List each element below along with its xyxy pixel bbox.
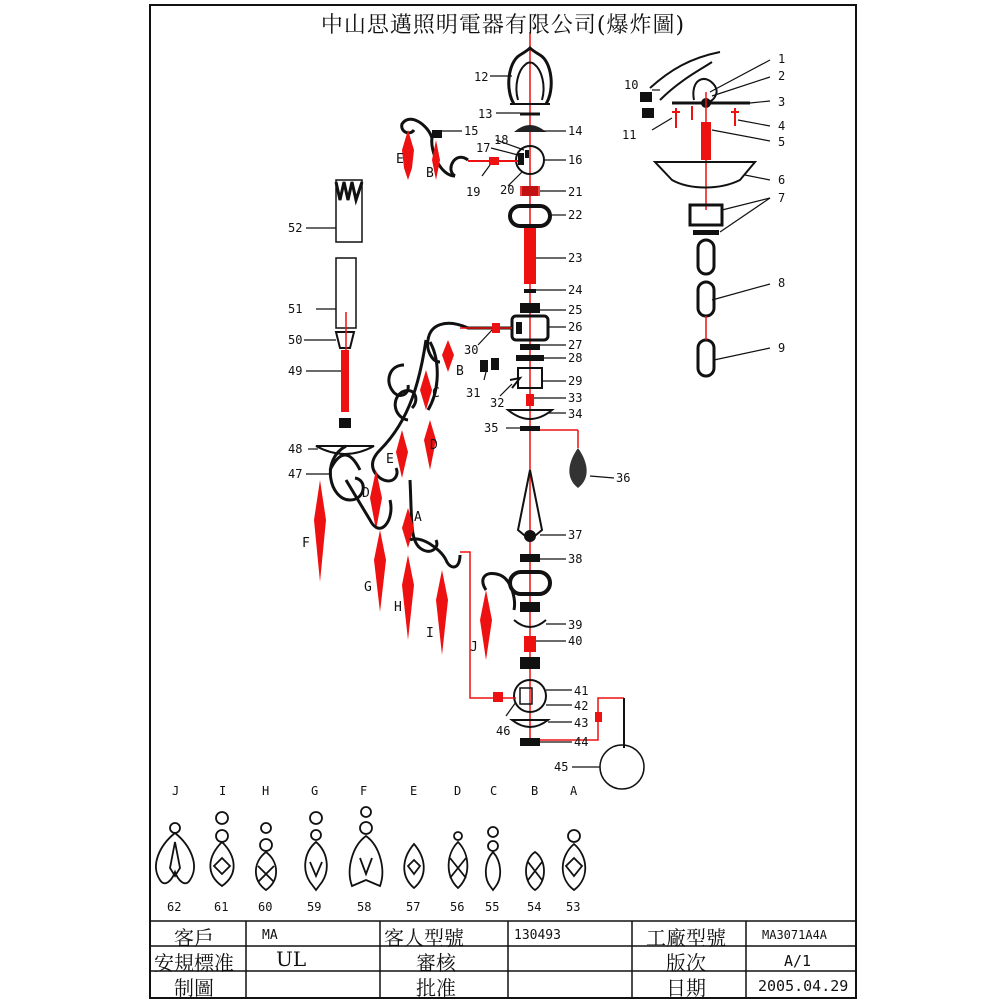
callout-41: 41 (574, 684, 589, 698)
callout-12: 12 (474, 70, 489, 84)
crystal-letter-h: H (394, 600, 402, 615)
part-21 (520, 186, 540, 196)
callout-47: 47 (288, 467, 303, 481)
pendant-letter-i: I (219, 784, 227, 798)
part-26-slot (516, 322, 522, 334)
crystal-letter-j: J (470, 640, 478, 655)
crystal-letter-i: I (426, 626, 434, 641)
mid-arm-crystal-b (442, 340, 454, 372)
customer-label: 客戶 (174, 926, 214, 950)
pendant-57 (404, 844, 424, 888)
part-8-link2 (698, 282, 714, 316)
pendant-62 (156, 823, 194, 883)
callout-24: 24 (568, 283, 583, 297)
callout-4: 4 (778, 119, 786, 133)
callout-28: 28 (568, 351, 583, 365)
part-24 (524, 289, 536, 293)
part-27 (520, 344, 540, 350)
part-18 (525, 150, 529, 158)
callout-52: 52 (288, 221, 303, 235)
part-8-link1 (698, 240, 714, 274)
pendant-60 (256, 823, 276, 890)
part-5 (701, 122, 711, 160)
part-38 (520, 554, 540, 562)
callout-25: 25 (568, 303, 583, 317)
callout-40: 40 (568, 634, 583, 648)
pendant-59 (305, 812, 327, 890)
callout-5: 5 (778, 135, 786, 149)
pendant-number-57: 57 (406, 900, 421, 914)
part-37-ball (524, 530, 536, 542)
part-45-clip (595, 712, 602, 722)
callout-1: 1 (778, 52, 786, 66)
pendant-number-59: 59 (307, 900, 322, 914)
callout-2: 2 (778, 69, 786, 83)
callout-11: 11 (622, 128, 637, 142)
callout-20: 20 (500, 183, 515, 197)
date-label: 日期 (666, 976, 706, 1000)
pendant-letter-j: J (172, 784, 180, 798)
crystal-i (436, 570, 448, 655)
callout-31: 31 (466, 386, 481, 400)
pendant-letter-h: H (262, 784, 270, 798)
pendant-61 (210, 812, 233, 886)
callout-29: 29 (568, 374, 583, 388)
pendant-letter-c: C (490, 784, 498, 798)
callout-38: 38 (568, 552, 583, 566)
pendant-row (156, 807, 585, 890)
callout-39: 39 (568, 618, 583, 632)
pendant-54 (526, 852, 544, 890)
callout-51: 51 (288, 302, 303, 316)
customer-value: MA (262, 928, 278, 943)
crystal-letter-b-mid: B (456, 364, 464, 379)
part-14 (514, 125, 546, 132)
callout-8: 8 (778, 276, 786, 290)
callout-49: 49 (288, 364, 303, 378)
crystal-j (480, 590, 492, 660)
callout-36: 36 (616, 471, 631, 485)
callout-9: 9 (778, 341, 786, 355)
callout-15: 15 (464, 124, 479, 138)
part-6-canopy (655, 162, 755, 188)
standard-label: 安規標准 (154, 951, 234, 975)
sheet-border (150, 5, 856, 998)
part-17 (518, 153, 524, 165)
pendant-letter-d: D (454, 784, 462, 798)
version-label: 版次 (666, 951, 706, 975)
callout-17: 17 (476, 141, 491, 155)
part-49 (341, 350, 349, 412)
part-31-b (491, 358, 499, 370)
part-33 (526, 394, 534, 406)
client-model-value: 130493 (514, 928, 561, 943)
callout-23: 23 (568, 251, 583, 265)
callout-35: 35 (484, 421, 499, 435)
pendant-number-61: 61 (214, 900, 229, 914)
part-36-drop (569, 448, 586, 488)
part-7-ring (693, 230, 719, 235)
factory-model-value: MA3071A4A (762, 928, 828, 942)
crystal-g (374, 530, 386, 612)
crystal-letter-e-mid: E (386, 452, 394, 467)
callout-6: 6 (778, 173, 786, 187)
pendant-58 (350, 807, 383, 886)
factory-model-label: 工廠型號 (646, 926, 726, 950)
drawing-label: 制圖 (174, 976, 214, 1000)
crystal-letter-a: A (414, 510, 422, 525)
crystal-f (314, 480, 326, 582)
part-44 (520, 738, 540, 746)
pendant-number-54: 54 (527, 900, 542, 914)
callout-44: 44 (574, 735, 589, 749)
middle-collar (520, 602, 540, 612)
part-28 (516, 355, 544, 361)
pendant-letter-a: A (570, 784, 578, 798)
part-11-screw (672, 108, 680, 128)
callout-48: 48 (288, 442, 303, 456)
crystal-letter-c: C (432, 386, 440, 401)
pendant-56 (449, 832, 468, 888)
callout-43: 43 (574, 716, 589, 730)
callout-19: 19 (466, 185, 481, 199)
crystal-letter-g: G (364, 580, 372, 595)
part-10-b (642, 108, 654, 118)
review-label: 審核 (416, 951, 456, 975)
crystal-letter-f: F (302, 536, 310, 551)
part-40-nut (520, 657, 540, 669)
approve-label: 批准 (416, 976, 456, 1000)
part-45-ball (600, 745, 644, 789)
pendant-53 (563, 830, 586, 890)
version-value: A/1 (784, 952, 812, 970)
part-8-link3 (698, 340, 714, 376)
pendant-letter-e: E (410, 784, 418, 798)
crystal-letter-d-lower: D (362, 486, 370, 501)
callout-37: 37 (568, 528, 583, 542)
callout-16: 16 (568, 153, 583, 167)
part-30-clip (492, 323, 500, 333)
callout-13: 13 (478, 107, 493, 121)
ceiling-curve (650, 52, 720, 100)
callout-7: 7 (778, 191, 786, 205)
part-25 (520, 303, 540, 313)
standard-value: UL (276, 947, 307, 971)
pendant-number-58: 58 (357, 900, 372, 914)
callout-46: 46 (496, 724, 511, 738)
pendant-number-53: 53 (566, 900, 581, 914)
callout-34: 34 (568, 407, 583, 421)
client-model-label: 客人型號 (384, 926, 464, 950)
pendant-number-60: 60 (258, 900, 273, 914)
part-10-a (640, 92, 652, 102)
callout-27: 27 (568, 338, 583, 352)
part-46-clip (493, 692, 503, 702)
date-value: 2005.04.29 (758, 977, 849, 995)
callout-21: 21 (568, 185, 583, 199)
callout-45: 45 (554, 760, 569, 774)
callout-22: 22 (568, 208, 583, 222)
pendant-letter-g: G (311, 784, 319, 798)
callout-33: 33 (568, 391, 583, 405)
callout-3: 3 (778, 95, 786, 109)
part-35 (520, 426, 540, 431)
crystal-letter-b-top: B (426, 166, 434, 181)
pendant-number-62: 62 (167, 900, 182, 914)
crystal-letter-e-top: E (396, 152, 404, 167)
callout-30: 30 (464, 343, 479, 357)
callout-10: 10 (624, 78, 639, 92)
pendant-number-56: 56 (450, 900, 465, 914)
part-19 (489, 157, 499, 165)
part-31-a (480, 360, 488, 372)
title-block (150, 921, 856, 998)
pendant-letter-f: F (360, 784, 368, 798)
part-4-screw (731, 108, 739, 126)
callout-50: 50 (288, 333, 303, 347)
callout-32: 32 (490, 396, 505, 410)
crystal-letter-d-upper: D (430, 438, 438, 453)
callout-26: 26 (568, 320, 583, 334)
part-23 (524, 228, 536, 284)
pendant-number-55: 55 (485, 900, 500, 914)
part-40 (524, 636, 536, 652)
pendant-letter-b: B (531, 784, 539, 798)
drawing-title: 中山思邁照明電器有限公司(爆炸圖) (320, 13, 686, 38)
callout-18: 18 (494, 133, 509, 147)
crystal-h (402, 555, 414, 640)
part-52-drips (336, 182, 362, 200)
part-50 (336, 332, 354, 348)
callout-42: 42 (574, 699, 589, 713)
callout-14: 14 (568, 124, 583, 138)
part-49-nut (339, 418, 351, 428)
pendant-55 (486, 827, 500, 890)
